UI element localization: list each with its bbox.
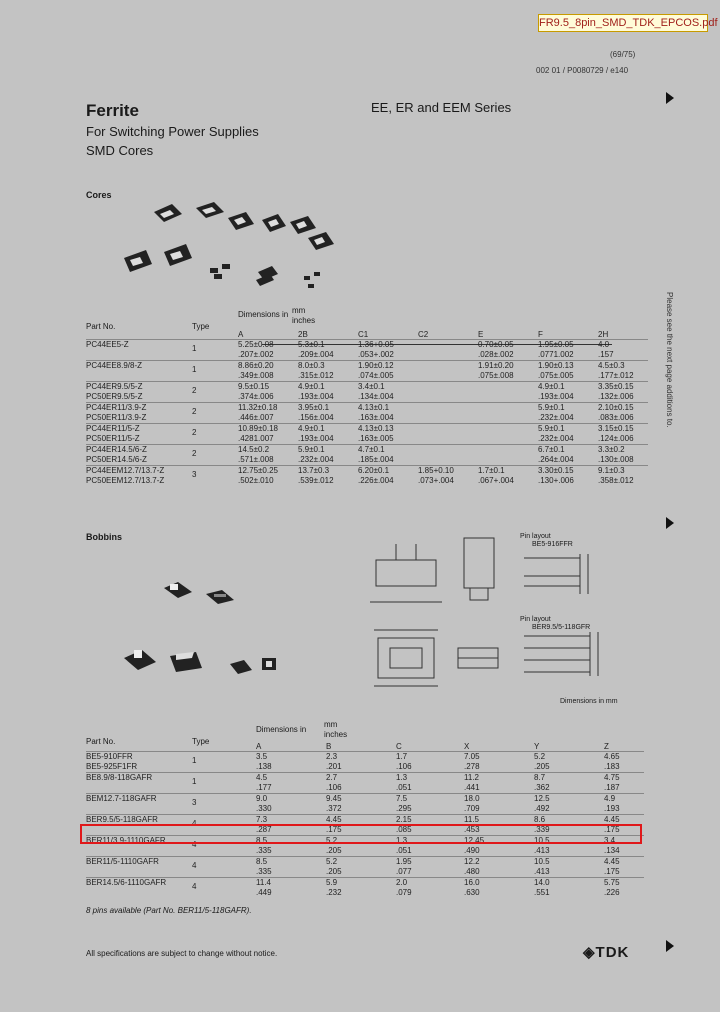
core-icon	[228, 212, 254, 230]
dimension-cell: 4.9 .193	[604, 794, 644, 815]
part-number: BER14.5/6-1110GAFR	[86, 878, 192, 899]
type-cell: 1	[192, 752, 256, 773]
type-cell: 2	[192, 403, 238, 424]
part-number: PC44EE8.9/8-Z	[86, 361, 192, 382]
dimension-cell: 1.3 .051	[396, 773, 464, 794]
dimension-cell: 11.4 .449	[256, 878, 326, 899]
dimension-cell: 10.89±0.18 .4281.007	[238, 424, 298, 445]
dimension-cell: 4.45 .175	[604, 857, 644, 878]
dimension-cell: 3.30±0.15 .130+.006	[538, 466, 598, 487]
table-row	[86, 424, 648, 445]
table-row	[86, 752, 644, 773]
dimension-cell: 5.25±0.08 .207±.002	[238, 340, 298, 361]
dimension-cell: 8.5 .335	[256, 857, 326, 878]
dimension-cell: 3.35±0.15 .132±.006	[598, 382, 648, 403]
dimension-cell: 6.20±0.1 .226±.004	[358, 466, 418, 487]
dimension-cell: 8.5 .335	[256, 836, 326, 857]
dimension-cell: 1.3 .051	[396, 836, 464, 857]
bobbin-icon	[206, 590, 234, 604]
footnote-specs: All specifications are subject to change without notice.	[86, 949, 278, 958]
column-header: C	[396, 742, 402, 751]
core-icon	[262, 214, 286, 232]
part-number: BE5-910FFR BE5-925F1FR	[86, 752, 192, 773]
dimension-cell: 2.0 .079	[396, 878, 464, 899]
brand-logo	[583, 943, 629, 961]
part-number: BE8.9/8-118GAFR	[86, 773, 192, 794]
column-header: 2B	[298, 330, 308, 339]
table-row	[86, 878, 644, 899]
cores-illustration	[118, 198, 348, 298]
dimension-cell: 4.9±0.1 .193±.004	[298, 424, 358, 445]
dimension-cell	[418, 382, 478, 403]
dimension-cell: 10.5 .413	[534, 857, 604, 878]
table-row	[86, 794, 644, 815]
dimension-cell: 5.9 .232	[326, 878, 396, 899]
column-header: Z	[604, 742, 609, 751]
dimension-cell: 11.2 .441	[464, 773, 534, 794]
table-row	[86, 466, 648, 487]
dimension-cell: 3.5 .138	[256, 752, 326, 773]
dimension-cell: 5.75 .226	[604, 878, 644, 899]
dimension-cell: 5.2 .205	[534, 752, 604, 773]
dimension-cell: 4.13±0.13 .163±.005	[358, 424, 418, 445]
core-icon	[124, 250, 152, 272]
dimension-cell: 12.5 .492	[534, 794, 604, 815]
part-number: PC44ER14.5/6-Z PC50ER14.5/6-Z	[86, 445, 192, 466]
bobbin-drawing	[360, 530, 500, 710]
dimension-cell: 5.9±0.1 .232±.004	[538, 424, 598, 445]
table-row	[86, 857, 644, 878]
dimensions-note: Dimensions in mm	[560, 698, 618, 705]
dimension-cell: 3.3±0.2 .130±.008	[598, 445, 648, 466]
dimension-cell: 8.86±0.20 .349±.008	[238, 361, 298, 382]
type-cell: 2	[192, 424, 238, 445]
part-number: BER11/3.9-1110GAFR	[86, 836, 192, 857]
bobbins-dim-header: Dimensions in	[256, 725, 307, 734]
type-cell: 4	[192, 878, 256, 899]
type-cell: 1	[192, 773, 256, 794]
type-cell: 2	[192, 445, 238, 466]
column-header: C1	[358, 330, 369, 339]
table-row	[86, 382, 648, 403]
dimension-cell: 5.9±0.1 .232±.004	[298, 445, 358, 466]
dimension-cell: 2.3 .201	[326, 752, 396, 773]
part-number: PC44EE5-Z	[86, 340, 192, 361]
dimension-cell: 10.5 .413	[534, 836, 604, 857]
highlighted-row-box	[80, 824, 642, 844]
bobbins-unit-mm: mm	[324, 720, 338, 729]
dimension-cell: 5.2 .205	[326, 836, 396, 857]
dimension-cell: 1.36+0.05 .053+.002	[358, 340, 418, 361]
column-header: Y	[534, 742, 540, 751]
bobbins-illustration	[118, 570, 298, 690]
dimension-cell	[478, 445, 538, 466]
side-note: Please see the next page additions to.	[665, 292, 674, 428]
dimension-cell: 18.0 .709	[464, 794, 534, 815]
table-header-row	[86, 742, 644, 752]
dimension-cell: 6.7±0.1 .264±.004	[538, 445, 598, 466]
dimension-cell	[478, 424, 538, 445]
dimension-cell: 14.0 .551	[534, 878, 604, 899]
page-title: Ferrite	[86, 101, 139, 120]
series-title: EE, ER and EEM Series	[371, 100, 512, 115]
core-icon	[290, 216, 316, 234]
type-cell: 4	[192, 836, 256, 857]
column-header: 2H	[598, 330, 609, 339]
dimension-cell: 4.9±0.1 .193±.004	[538, 382, 598, 403]
core-icon	[196, 202, 224, 218]
part-number: PC44EEM12.7/13.7-Z PC50EEM12.7/13.7-Z	[86, 466, 192, 487]
core-icon	[304, 272, 320, 288]
dimension-cell: 2.10±0.15 .083±.006	[598, 403, 648, 424]
type-cell: 1	[192, 361, 238, 382]
dimension-cell: 9.5±0.15 .374±.006	[238, 382, 298, 403]
dimension-cell: 4.75 .187	[604, 773, 644, 794]
table-row	[86, 340, 648, 361]
dimension-cell: 3.15±0.15 .124±.006	[598, 424, 648, 445]
dimension-cell: 3.4 .134	[604, 836, 644, 857]
bobbin-icon	[170, 652, 202, 672]
dimension-cell	[478, 403, 538, 424]
pin-layout-label-bottom: Pin layout	[520, 616, 551, 623]
dimension-cell: 3.95±0.1 .156±.004	[298, 403, 358, 424]
column-header: C2	[418, 330, 429, 339]
table-row	[86, 361, 648, 382]
dimension-cell: 1.90±0.13 .075±.005	[538, 361, 598, 382]
core-icon	[256, 266, 278, 286]
table-row	[86, 445, 648, 466]
dimension-cell: 4.5 .177	[256, 773, 326, 794]
dimension-cell	[418, 424, 478, 445]
dimension-cell: 5.9±0.1 .232±.004	[538, 403, 598, 424]
bobbins-type-header: Type	[192, 737, 210, 746]
column-header: A	[238, 330, 244, 339]
dimension-cell: 5.2 .205	[326, 857, 396, 878]
dimension-cell: 12.2 .480	[464, 857, 534, 878]
part-number: PC44ER9.5/5-Z PC50ER9.5/5-Z	[86, 382, 192, 403]
dimension-cell: 5.3±0.1 .209±.004	[298, 340, 358, 361]
dimension-cell: 1.91±0.20 .075±.008	[478, 361, 538, 382]
footnote-pins: 8 pins available (Part No. BER11/5-118GAFR).	[86, 906, 252, 915]
core-icon	[154, 204, 182, 222]
cores-part-header: Part No.	[86, 322, 116, 331]
dimension-cell: 11.5 .453	[464, 815, 534, 836]
dimension-cell: 4.45 .175	[326, 815, 396, 836]
type-cell: 1	[192, 340, 238, 361]
pin-layout-label-top: Pin layout	[520, 533, 551, 540]
dimension-cell: 1.90±0.12 .074±.005	[358, 361, 418, 382]
dimension-cell: 7.5 .295	[396, 794, 464, 815]
dimension-cell: 16.0 .630	[464, 878, 534, 899]
dimension-cell: 4.9±0.1 .193±.004	[298, 382, 358, 403]
dimension-cell: 4.7±0.1 .185±.004	[358, 445, 418, 466]
dimension-cell: 1.95±0.05 .0771.002	[538, 340, 598, 361]
dimension-cell: 4.65 .183	[604, 752, 644, 773]
bobbin-icon	[262, 658, 276, 670]
bobbin-icon	[164, 582, 192, 598]
dimension-cell: 12.45 .490	[464, 836, 534, 857]
dimension-cell	[418, 403, 478, 424]
brand-text: TDK	[595, 944, 630, 961]
dimension-cell: 4.0 .157	[598, 340, 648, 361]
column-header: E	[478, 330, 484, 339]
subtitle-2: SMD Cores	[86, 143, 154, 158]
type-cell: 3	[192, 466, 238, 487]
dimension-cell: 2.7 .106	[326, 773, 396, 794]
table-header-row	[86, 330, 648, 340]
dimension-cell: 9.0 .330	[256, 794, 326, 815]
part-number: PC44ER11/3.9-Z PC50ER11/3.9-Z	[86, 403, 192, 424]
nav-arrow-icon[interactable]	[666, 517, 674, 529]
bobbin-icon	[124, 650, 156, 670]
dimension-cell: 9.1±0.3 .358±.012	[598, 466, 648, 487]
dimension-cell: 4.45 .175	[604, 815, 644, 836]
core-icon	[210, 264, 230, 279]
cores-heading: Cores	[86, 190, 112, 200]
pin-layout-diagram	[520, 550, 620, 690]
part-number: PC44ER11/5-Z PC50ER11/5-Z	[86, 424, 192, 445]
dimension-cell: 14.5±0.2 .571±.008	[238, 445, 298, 466]
dimension-cell: 13.7±0.3 .539±.012	[298, 466, 358, 487]
column-header: F	[538, 330, 543, 339]
dimension-cell	[418, 340, 478, 361]
cores-type-header: Type	[192, 322, 210, 331]
type-cell: 3	[192, 794, 256, 815]
doc-code: 002 01 / P0080729 / e140	[536, 66, 629, 75]
page-ref: (69/75)	[610, 50, 636, 59]
pin-layout-sub-top: BE5-916FFR	[532, 541, 573, 548]
bobbin-icon	[230, 660, 252, 674]
dimension-cell: 1.7 .106	[396, 752, 464, 773]
part-number: BEM12.7-118GAFR	[86, 794, 192, 815]
cores-unit-in: inches	[292, 316, 316, 325]
dimension-cell: 1.85+0.10 .073+.004	[418, 466, 478, 487]
cores-unit-mm: mm	[292, 306, 306, 315]
part-number: BER11/5-1110GAFR	[86, 857, 192, 878]
bobbins-heading: Bobbins	[86, 532, 122, 542]
nav-arrow-icon[interactable]	[666, 940, 674, 952]
dimension-cell: 1.7±0.1 .067+.004	[478, 466, 538, 487]
pin-layout-sub-bottom: BER9.5/5-118GFR	[532, 624, 591, 631]
bobbins-unit-in: inches	[324, 730, 348, 739]
column-header: A	[256, 742, 262, 751]
dimension-cell: 11.32±0.18 .446±.007	[238, 403, 298, 424]
file-name-label: FR9.5_8pin_SMD_TDK_EPCOS.pdf	[538, 14, 708, 32]
column-header: B	[326, 742, 332, 751]
dimension-cell: 9.45 .372	[326, 794, 396, 815]
dimension-cell: 0.70±0.05 .028±.002	[478, 340, 538, 361]
dimension-cell: 8.7 .362	[534, 773, 604, 794]
bobbins-table	[86, 742, 644, 898]
dimension-cell: 7.3 .287	[256, 815, 326, 836]
core-icon	[164, 244, 192, 266]
core-icon	[308, 232, 334, 250]
dimension-cell: 4.5±0.3 .177±.012	[598, 361, 648, 382]
table-row	[86, 773, 644, 794]
subtitle-1: For Switching Power Supplies	[86, 124, 259, 139]
type-cell: 2	[192, 382, 238, 403]
dimension-cell	[418, 361, 478, 382]
cores-table	[86, 330, 648, 486]
part-number: BER9.5/5-118GAFR	[86, 815, 192, 836]
type-cell: 4	[192, 857, 256, 878]
dimension-cell: 4.13±0.1 .163±.004	[358, 403, 418, 424]
dimension-cell: 1.95 .077	[396, 857, 464, 878]
nav-arrow-icon[interactable]	[666, 92, 674, 104]
dimension-cell	[418, 445, 478, 466]
tdk-logo-icon: ◈	[583, 944, 596, 961]
dimension-cell: 8.0±0.3 .315±.012	[298, 361, 358, 382]
dimension-cell: 12.75±0.25 .502±.010	[238, 466, 298, 487]
type-cell: 4	[192, 815, 256, 836]
bobbins-part-header: Part No.	[86, 737, 116, 746]
dimension-cell: 7.05 .278	[464, 752, 534, 773]
cores-dim-header: Dimensions in	[238, 310, 289, 319]
table-row	[86, 403, 648, 424]
dimension-cell: 3.4±0.1 .134±.004	[358, 382, 418, 403]
dimension-cell: 8.6 .339	[534, 815, 604, 836]
dimension-cell	[478, 382, 538, 403]
dimension-cell: 2.15 .085	[396, 815, 464, 836]
column-header: X	[464, 742, 470, 751]
